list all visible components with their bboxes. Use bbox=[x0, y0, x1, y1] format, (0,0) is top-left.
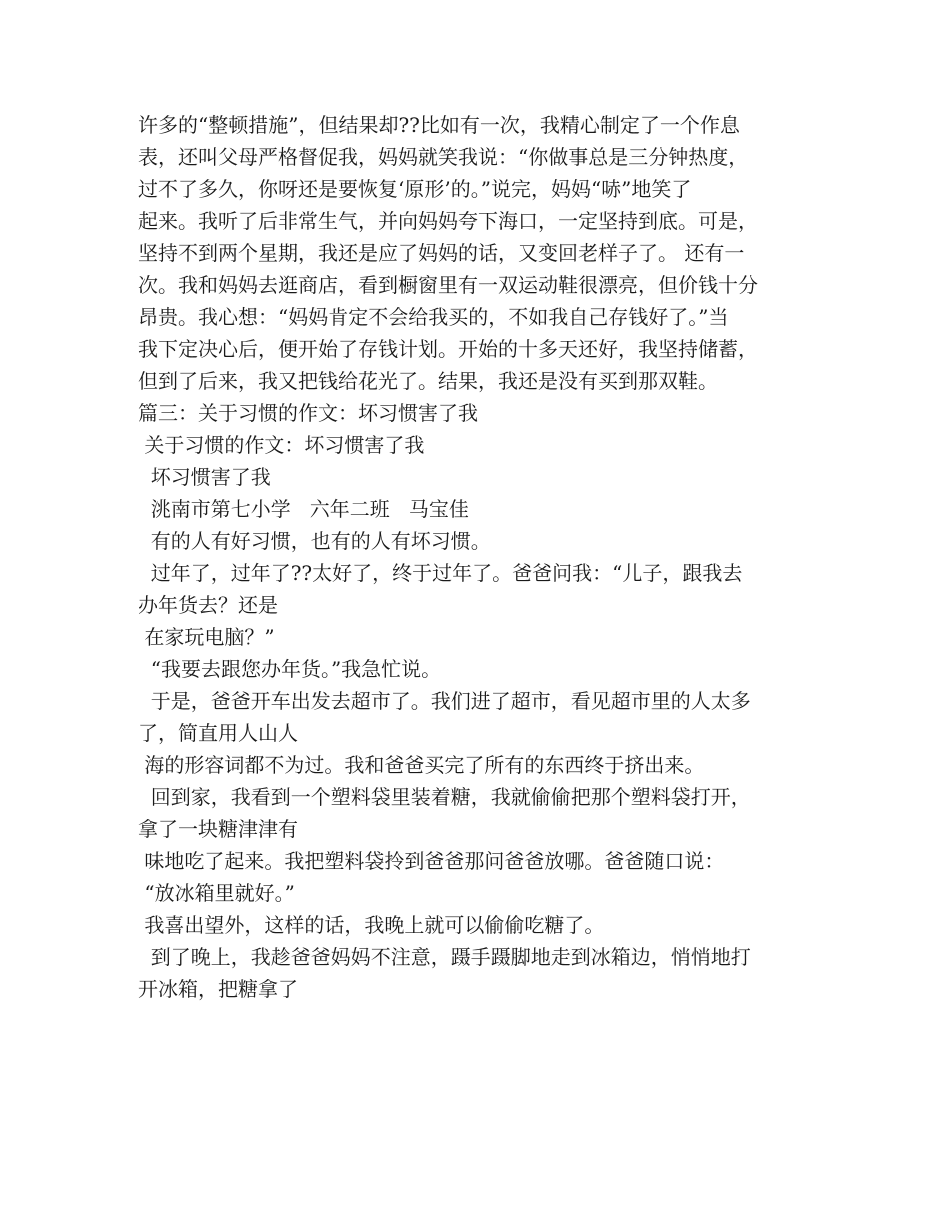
text-line: 办年货去？还是 bbox=[138, 593, 278, 617]
text-line: 次。我和妈妈去逛商店，看到橱窗里有一双运动鞋很漂亮，但价钱十分 bbox=[138, 273, 758, 297]
text-line: 回到家，我看到一个塑料袋里装着糖，我就偷偷把那个塑料袋打开， bbox=[138, 785, 751, 809]
text-line: 过年了，过年了??太好了，终于过年了。爸爸问我：“儿子，跟我去 bbox=[138, 561, 743, 585]
text-line: 开冰箱，把糖拿了 bbox=[138, 977, 298, 1001]
text-line: 但到了后来，我又把钱给花光了。结果，我还是没有买到那双鞋。 bbox=[138, 369, 718, 393]
text-line: 拿了一块糖津津有 bbox=[138, 817, 298, 841]
text-line: “我要去跟您办年货。”我急忙说。 bbox=[138, 657, 442, 681]
document-page bbox=[138, 109, 818, 1005]
essay-subtitle: 坏习惯害了我 bbox=[138, 465, 271, 489]
author-line: 洮南市第七小学 六年二班 马宝佳 bbox=[138, 497, 469, 521]
text-line: 于是，爸爸开车出发去超市了。我们进了超市，看见超市里的人太多 bbox=[138, 689, 751, 713]
text-line: 海的形容词都不为过。我和爸爸买完了所有的东西终于挤出来。 bbox=[138, 753, 705, 777]
text-line: 有的人有好习惯，也有的人有坏习惯。 bbox=[138, 529, 491, 553]
text-line: 昂贵。我心想：“妈妈肯定不会给我买的，不如我自己存钱好了。”当 bbox=[138, 305, 729, 329]
text-line: 过不了多久，你呀还是要恢复‘原形’的。”说完，妈妈“哧”地笑了 bbox=[138, 177, 692, 201]
text-line: 了，简直用人山人 bbox=[138, 721, 298, 745]
text-line: “放冰箱里就好。” bbox=[138, 881, 295, 905]
text-line: 味地吃了起来。我把塑料袋拎到爸爸那问爸爸放哪。爸爸随口说： bbox=[138, 849, 725, 873]
text-line: 表，还叫父母严格督促我，妈妈就笑我说：“你做事总是三分钟热度， bbox=[138, 145, 749, 169]
text-line: 坚持不到两个星期，我还是应了妈妈的话，又变回老样子了。 还有一 bbox=[138, 241, 745, 265]
text-line: 起来。我听了后非常生气，并向妈妈夸下海口，一定坚持到底。可是， bbox=[138, 209, 758, 233]
essay-title: 关于习惯的作文：坏习惯害了我 bbox=[138, 433, 425, 457]
text-line: 我喜出望外，这样的话，我晚上就可以偷偷吃糖了。 bbox=[138, 913, 605, 937]
text-line: 在家玩电脑？” bbox=[138, 625, 275, 649]
text-line: 到了晚上，我趁爸爸妈妈不注意，蹑手蹑脚地走到冰箱边，悄悄地打 bbox=[138, 945, 751, 969]
text-line: 许多的“整顿措施”，但结果却??比如有一次，我精心制定了一个作息 bbox=[138, 113, 740, 137]
section-heading: 篇三：关于习惯的作文：坏习惯害了我 bbox=[138, 401, 478, 425]
text-line: 我下定决心后，便开始了存钱计划。开始的十多天还好，我坚持储蓄， bbox=[138, 337, 758, 361]
